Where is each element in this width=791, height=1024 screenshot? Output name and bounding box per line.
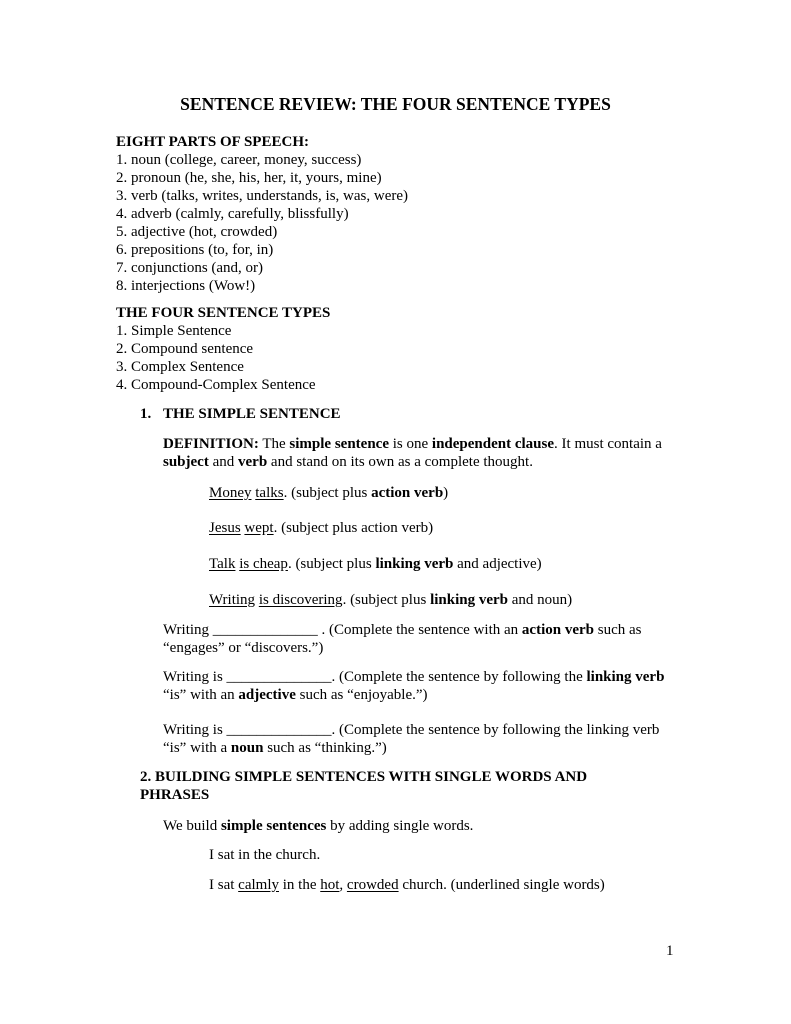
- definition-term: simple sentence: [289, 436, 389, 452]
- example-subject: Talk: [209, 556, 236, 572]
- section-2-example-1: I sat in the church.: [209, 847, 321, 863]
- example-note: . (subject plus: [283, 485, 372, 501]
- list-item: 2. Compound sentence: [116, 341, 254, 357]
- exercise-bold: action verb: [521, 622, 594, 638]
- example-note-bold: linking verb: [375, 556, 454, 572]
- example-note: . (subject plus action verb): [273, 520, 434, 536]
- list-item: 8. interjections (Wow!): [116, 278, 256, 294]
- example-note: and noun): [508, 592, 573, 608]
- definition-text: and: [208, 454, 238, 470]
- underlined-word: crowded: [346, 877, 399, 893]
- example-subject: Writing: [209, 592, 256, 608]
- definition-text: and stand on its own as a complete thought.: [267, 454, 533, 470]
- sentence-types-section: [116, 304, 330, 394]
- underlined-word: hot: [320, 877, 340, 893]
- list-item: 2. pronoun (he, she, his, her, it, yours, mine): [116, 170, 382, 186]
- section-1-number: 1.: [140, 406, 152, 422]
- definition-term: verb: [238, 454, 268, 470]
- exercise-bold: adjective: [238, 687, 296, 703]
- definition-label: DEFINITION:: [163, 436, 259, 452]
- exercise-text: Writing is ______________. (Complete the sentence by following the linking verb “is” with a: [163, 722, 660, 756]
- definition-text: . It must contain a: [554, 436, 662, 452]
- example-subject: Money: [209, 485, 252, 501]
- list-item: 3. Complex Sentence: [116, 359, 244, 375]
- section-1-title: THE SIMPLE SENTENCE: [163, 406, 341, 422]
- example-text: in the: [279, 877, 321, 893]
- sentence-types-heading: THE FOUR SENTENCE TYPES: [116, 305, 331, 321]
- exercise-text: “is” with an: [163, 687, 239, 703]
- example-text: I sat: [209, 877, 239, 893]
- parts-of-speech-heading: EIGHT PARTS OF SPEECH:: [116, 134, 309, 150]
- section-2-heading: 2. BUILDING SIMPLE SENTENCES WITH SINGLE WORDS AND PHRASES: [140, 769, 588, 803]
- example-verb: is cheap: [239, 556, 288, 572]
- list-item: 1. Simple Sentence: [116, 323, 232, 339]
- example-sentence-2: [209, 519, 433, 537]
- example-sentence-3: [209, 555, 542, 573]
- example-note-bold: linking verb: [430, 592, 508, 608]
- section-2-example-2: [209, 876, 605, 894]
- example-text: church. (underlined single words): [398, 877, 605, 893]
- exercise-bold: linking verb: [586, 669, 665, 685]
- list-item: 4. Compound-Complex Sentence: [116, 377, 316, 393]
- exercise-text: such as “enjoyable.”): [295, 687, 428, 703]
- parts-of-speech-section: [116, 133, 408, 295]
- intro-text: by adding single words.: [326, 818, 474, 834]
- example-sentence-4: [209, 591, 572, 609]
- list-item: 7. conjunctions (and, or): [116, 260, 264, 276]
- example-note: ): [443, 485, 449, 501]
- list-item: 6. prepositions (to, for, in): [116, 242, 274, 258]
- example-subject: Jesus: [209, 520, 241, 536]
- exercise-text: Writing ______________ . (Complete the sentence with an: [163, 622, 522, 638]
- example-note-bold: action verb: [371, 485, 444, 501]
- exercise-text: such as “engages” or “discovers.”): [163, 622, 642, 656]
- underlined-word: calmly: [238, 877, 279, 893]
- definition-term: subject: [163, 454, 209, 470]
- definition-paragraph: [163, 435, 673, 471]
- page-title: SENTENCE REVIEW: THE FOUR SENTENCE TYPES: [180, 94, 611, 114]
- exercise-text: such as “thinking.”): [263, 740, 387, 756]
- example-sentence-1: [209, 484, 448, 502]
- list-item: 1. noun (college, career, money, success): [116, 152, 362, 168]
- definition-text: is one: [389, 436, 432, 452]
- section-2-intro: [163, 817, 673, 835]
- section-1-heading: [140, 405, 341, 423]
- example-verb: talks: [255, 485, 284, 501]
- intro-bold: simple sentences: [220, 818, 327, 834]
- exercise-text: Writing is ______________. (Complete the sentence by following the: [163, 669, 587, 685]
- exercise-bold: noun: [230, 740, 264, 756]
- example-verb: is discovering: [258, 592, 343, 608]
- intro-text: We build: [163, 818, 221, 834]
- example-text: ,: [339, 877, 347, 893]
- definition-term: independent clause: [431, 436, 555, 452]
- example-note: and adjective): [453, 556, 542, 572]
- definition-text: The: [258, 436, 290, 452]
- exercise-2: [163, 668, 673, 704]
- example-note: . (subject plus: [287, 556, 376, 572]
- exercise-3: [163, 721, 673, 757]
- example-verb: wept: [244, 520, 274, 536]
- exercise-1: [163, 621, 673, 657]
- list-item: 4. adverb (calmly, carefully, blissfully): [116, 206, 349, 222]
- page-number: 1: [666, 943, 674, 959]
- list-item: 3. verb (talks, writes, understands, is, was, were): [116, 188, 409, 204]
- list-item: 5. adjective (hot, crowded): [116, 224, 278, 240]
- example-note: . (subject plus: [342, 592, 431, 608]
